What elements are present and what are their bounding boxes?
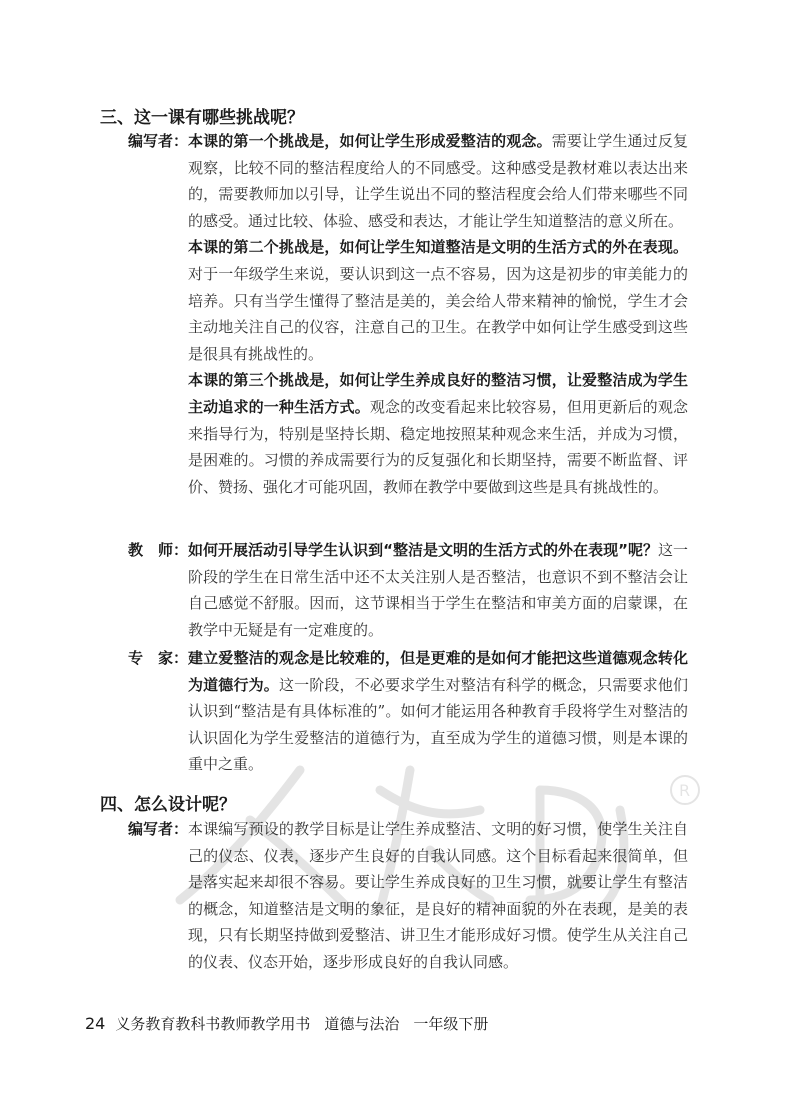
writer-challenge-2-text: 对于一年级学生来说，要认识到这一点不容易，因为这是初步的审美能力的培养。只有当学生懂得了整洁是美的，美会给人带来精神的愉悦，学生才会主动地关注自己的仪容，注意自己的卫生。在教学中如何让学生感受到这些是很具有挑战性的。 [188, 264, 688, 363]
section-4-heading: 四、怎么设计呢？ [100, 795, 236, 815]
teacher-speaker-label: 教 师： [128, 541, 189, 559]
expert-answer [188, 645, 688, 778]
writer-design-answer [188, 816, 688, 976]
writer-challenge-3-text: 观念的改变看起来比较容易，但用更新后的观念来指导行为，特别是坚持长期、稳定地按照某种观念来生活，并成为习惯，是困难的。习惯的养成需要行为的反复强化和长期坚持，需要不断监督、评价、赞扬、强化才可能巩固，教师在教学中要做到这些是具有挑战性的。 [188, 397, 688, 496]
page-number: 24 [85, 1014, 106, 1033]
subject-name: 道德与法治 [324, 1015, 400, 1033]
book-title: 义务教育教科书教师教学用书 [115, 1015, 311, 1033]
writer-speaker-label-2: 编写者： [128, 820, 189, 838]
teacher-paragraph [188, 537, 688, 643]
writer-challenge-2: 本课的第二个挑战是，如何让学生知道整洁是文明的生活方式的外在表现。 [188, 238, 688, 257]
expert-text: 这一阶段，不必要求学生对整洁有科学的概念，只需要求他们认识到“整洁是有具体标准的”。如何才能运用各种教育手段将学生对整洁的认识固化为学生爱整洁的道德行为，直至成为学生的道德习惯，则是本课的重中之重。 [188, 675, 688, 774]
section-3-heading: 三、这一课有哪些挑战呢？ [100, 108, 304, 128]
writer-answer [188, 128, 688, 500]
teacher-entry [128, 537, 688, 643]
writer-challenge-3: 本课的第三个挑战是，如何让学生养成良好的整洁习惯，让爱整洁成为学生主动追求的一种生活方式。 [188, 371, 688, 416]
teacher-question: 如何开展活动引导学生认识到“整洁是文明的生活方式的外在表现”呢？ [188, 541, 658, 559]
page-footer [85, 1013, 488, 1034]
writer-paragraph-1 [188, 128, 688, 234]
teacher-answer [188, 537, 688, 643]
expert-key-point: 建立爱整洁的观念是比较难的，但是更难的是如何才能把这些道德观念转化为道德行为。 [188, 649, 688, 694]
writer-paragraph-3 [188, 367, 688, 500]
writer-challenge-1-text: 需要让学生通过反复观察，比较不同的整洁程度给人的不同感受。这种感受是教材难以表达出来的，需要教师加以引导，让学生说出不同的整洁程度会给人们带来哪些不同的感受。通过比较、体验、感受和表达，才能让学生知道整洁的意义所在。 [188, 132, 688, 230]
expert-paragraph [188, 645, 688, 778]
expert-entry [128, 645, 688, 778]
writer-entry-section-4 [128, 816, 688, 976]
writer-paragraph-2 [188, 234, 688, 367]
writer-challenge-1: 本课的第一个挑战是，如何让学生形成爱整洁的观念。 [188, 132, 552, 150]
writer-entry-section-3 [128, 128, 688, 500]
writer-speaker-label: 编写者： [128, 132, 189, 150]
teacher-text: 这一阶段的学生在日常生活中还不太关注别人是否整洁，也意识不到不整洁会让自己感觉不舒服。因而，这节课相当于学生在整洁和审美方面的启蒙课，在教学中无疑是有一定难度的。 [188, 541, 688, 639]
expert-speaker-label: 专 家： [128, 649, 189, 667]
svg-text:R: R [679, 781, 691, 800]
writer-design-paragraph: 本课编写预设的教学目标是让学生养成整洁、文明的好习惯，使学生关注自己的仪态、仪表，逐步产生良好的自我认同感。这个目标看起来很简单，但是落实起来却很不容易。要让学生养成良好的卫生习惯，就要让学生有整洁的概念，知道整洁是文明的象征，是良好的精神面貌的外在表现，是美的表现，只有长期坚持做到爱整洁、讲卫生才能形成好习惯。使学生从关注自己的仪表、仪态开始，逐步形成良好的自我认同感。 [188, 820, 688, 971]
grade-volume: 一年级下册 [413, 1015, 489, 1033]
